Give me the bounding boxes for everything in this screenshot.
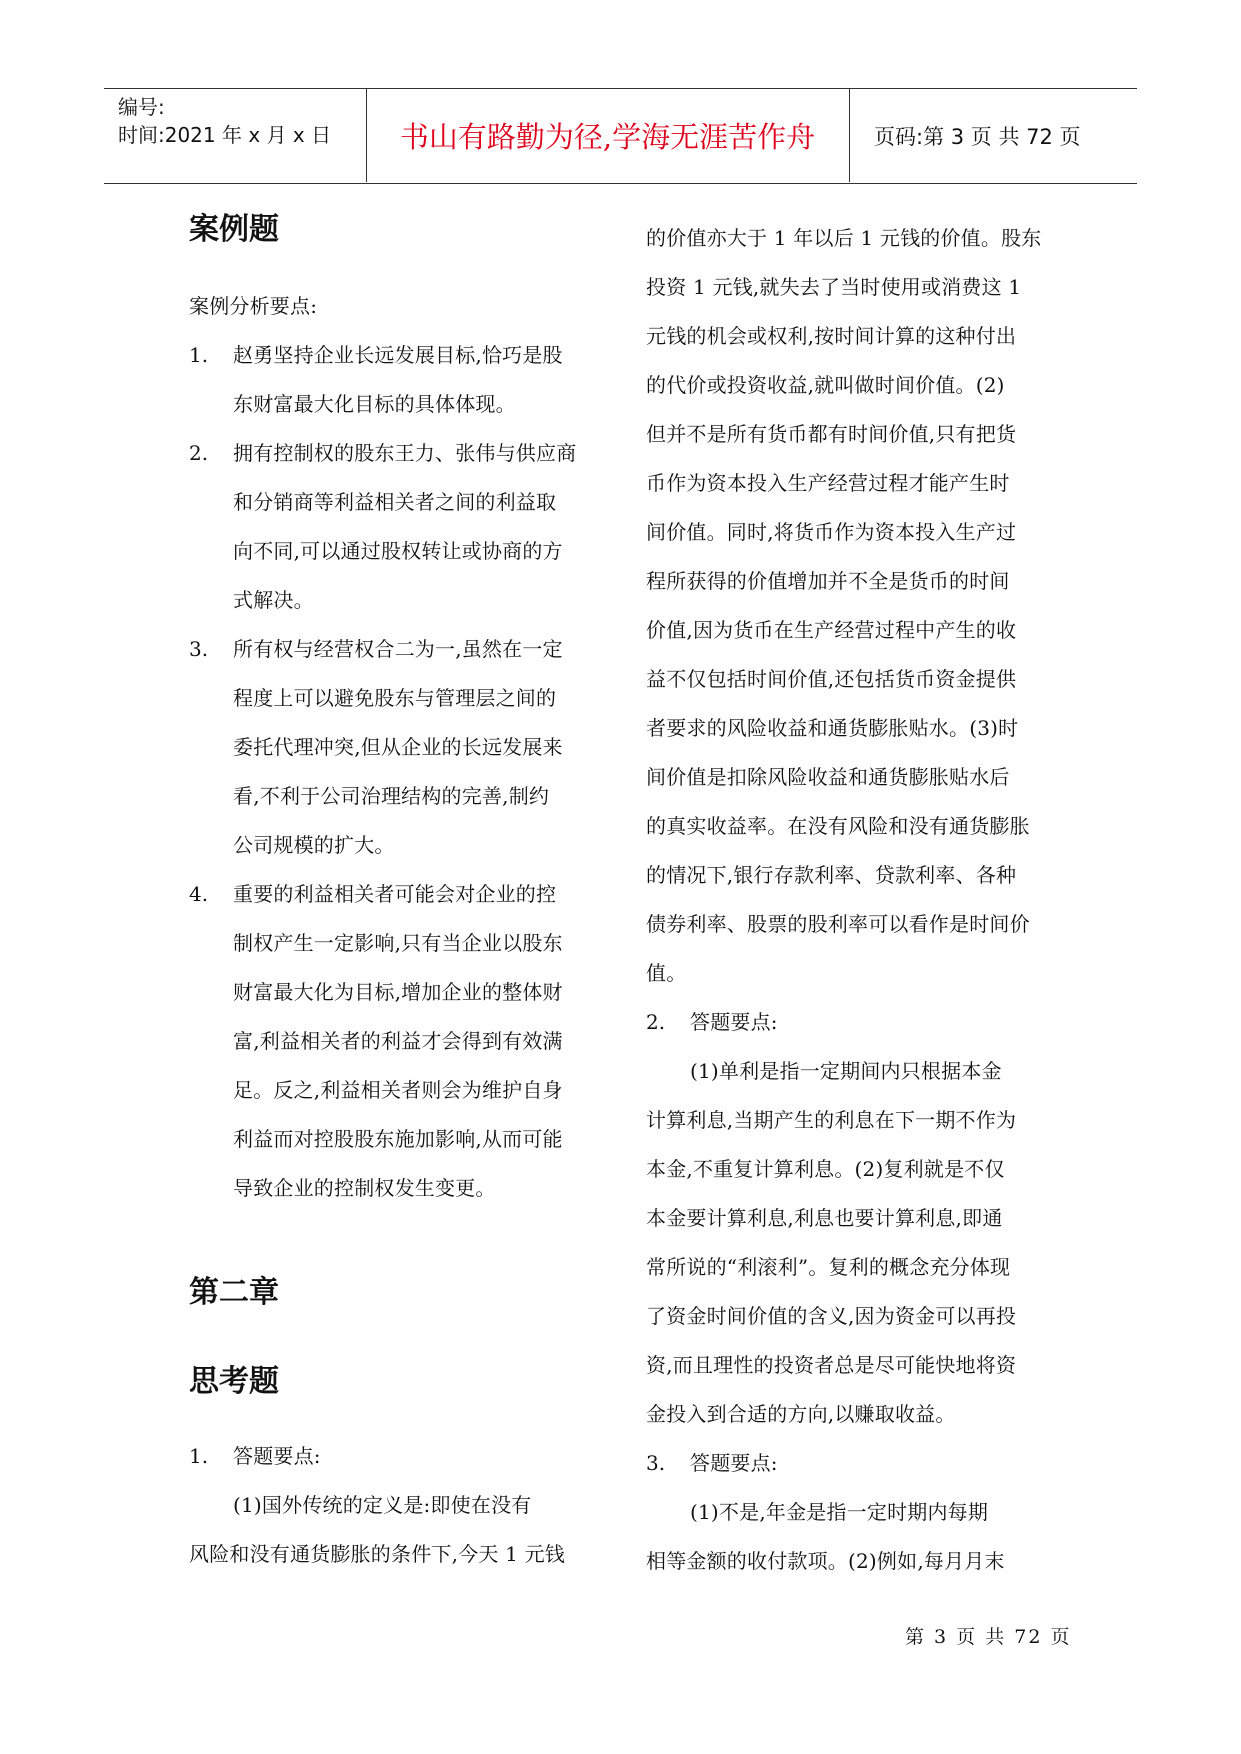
- answer-2-line: 了资金时间价值的含义,因为资金可以再投: [646, 1304, 1017, 1328]
- answer-1-line: 风险和没有通货膨胀的条件下,今天 1 元钱: [189, 1542, 565, 1566]
- answer-2-line: (1)单利是指一定期间内只根据本金: [690, 1059, 1002, 1083]
- answer-2-line: 本金要计算利息,利息也要计算利息,即通: [646, 1206, 1003, 1230]
- case-list-item-line: 公司规模的扩大。: [233, 833, 395, 857]
- answer-3: [646, 1439, 1066, 1488]
- case-list-item: [189, 870, 609, 1213]
- case-list-item-line: 看,不利于公司治理结构的完善,制约: [233, 784, 550, 808]
- answer-1-label: 答题要点:: [233, 1444, 321, 1468]
- chapter-heading: 第二章: [189, 1275, 279, 1310]
- answer-3-label: 答题要点:: [690, 1451, 778, 1475]
- answer-1-continued-line: 的情况下,银行存款利率、贷款利率、各种: [646, 863, 1017, 887]
- case-list-item-line: 重要的利益相关者可能会对企业的控: [233, 882, 557, 906]
- answer-1-continued-line: 但并不是所有货币都有时间价值,只有把货: [646, 422, 1017, 446]
- answer-1-continued-line: 者要求的风险收益和通货膨胀贴水。(3)时: [646, 716, 1019, 740]
- case-list-item-line: 制权产生一定影响,只有当企业以股东: [233, 931, 563, 955]
- case-heading: 案例题: [189, 212, 279, 247]
- case-list-item-line: 赵勇坚持企业长远发展目标,恰巧是股: [233, 343, 563, 367]
- header-time-label: 时间:2021 年 x 月 x 日: [118, 123, 332, 147]
- case-list: [189, 331, 609, 1213]
- answer-3-line: 相等金额的收付款项。(2)例如,每月月末: [646, 1549, 1005, 1573]
- header-page-info: 页码:第 3 页 共 72 页: [874, 124, 1081, 149]
- case-list-item-line: 财富最大化为目标,增加企业的整体财: [233, 980, 563, 1004]
- case-list-item-line: 程度上可以避免股东与管理层之间的: [233, 686, 557, 710]
- answer-1-continued-line: 币作为资本投入生产经营过程才能产生时: [646, 471, 1010, 495]
- answer-1-text: [189, 1481, 609, 1579]
- answer-2-line: 计算利息,当期产生的利息在下一期不作为: [646, 1108, 1017, 1132]
- case-list-item: [189, 331, 609, 429]
- case-list-item-line: 东财富最大化目标的具体体现。: [233, 392, 516, 416]
- answer-3-line: (1)不是,年金是指一定时期内每期: [690, 1500, 989, 1524]
- header-number-label: 编号:: [118, 95, 165, 119]
- answer-2-label: 答题要点:: [690, 1010, 778, 1034]
- answer-3-text: [646, 1488, 1066, 1586]
- left-column: [189, 210, 609, 1579]
- case-list-item-line: 足。反之,利益相关者则会为维护自身: [233, 1078, 563, 1102]
- case-list-item-number: 2.: [189, 441, 209, 465]
- case-list-item-line: 和分销商等利益相关者之间的利益取: [233, 490, 557, 514]
- answer-1-continued-line: 值。: [646, 961, 687, 985]
- header-divider-right: [849, 89, 850, 182]
- answer-1-continued: [646, 214, 1066, 998]
- case-list-item-line: 所有权与经营权合二为一,虽然在一定: [233, 637, 563, 661]
- answer-2-line: 金投入到合适的方向,以赚取收益。: [646, 1402, 956, 1426]
- answer-1-continued-line: 债券利率、股票的股利率可以看作是时间价: [646, 912, 1030, 936]
- case-list-item-line: 拥有控制权的股东王力、张伟与供应商: [233, 441, 577, 465]
- header-motto: 书山有路勤为径,学海无涯苦作舟: [399, 120, 816, 154]
- answer-1-number: 1.: [189, 1444, 209, 1468]
- answer-1-line: (1)国外传统的定义是:即使在没有: [233, 1493, 532, 1517]
- case-list-item: [189, 625, 609, 870]
- case-list-item-line: 富,利益相关者的利益才会得到有效满: [233, 1029, 563, 1053]
- case-list-item-line: 向不同,可以通过股权转让或协商的方: [233, 539, 563, 563]
- right-column: [646, 214, 1066, 1586]
- case-intro: 案例分析要点:: [189, 294, 318, 318]
- case-list-item-number: 3.: [189, 637, 209, 661]
- answer-2-line: 常所说的“利滚利”。复利的概念充分体现: [646, 1255, 1011, 1279]
- answer-1-continued-line: 程所获得的价值增加并不全是货币的时间: [646, 569, 1010, 593]
- case-list-item-line: 导致企业的控制权发生变更。: [233, 1176, 496, 1200]
- answer-1-continued-line: 元钱的机会或权利,按时间计算的这种付出: [646, 324, 1017, 348]
- answer-1-continued-line: 投资 1 元钱,就失去了当时使用或消费这 1: [646, 275, 1022, 299]
- answer-2-line: 本金,不重复计算利息。(2)复利就是不仅: [646, 1157, 1005, 1181]
- answer-2: [646, 998, 1066, 1047]
- answer-1-continued-line: 间价值。同时,将货币作为资本投入生产过: [646, 520, 1017, 544]
- answer-1-continued-line: 间价值是扣除风险收益和通货膨胀贴水后: [646, 765, 1010, 789]
- answer-2-number: 2.: [646, 1010, 666, 1034]
- answer-1-continued-line: 的真实收益率。在没有风险和没有通货膨胀: [646, 814, 1030, 838]
- answer-1-continued-line: 价值,因为货币在生产经营过程中产生的收: [646, 618, 1017, 642]
- case-list-item: [189, 429, 609, 625]
- answer-1-continued-line: 的价值亦大于 1 年以后 1 元钱的价值。股东: [646, 226, 1042, 250]
- answer-1-continued-line: 的代价或投资收益,就叫做时间价值。(2): [646, 373, 1005, 397]
- page-header: [104, 88, 1137, 184]
- think-heading: 思考题: [189, 1364, 279, 1399]
- case-list-item-line: 利益而对控股股东施加影响,从而可能: [233, 1127, 563, 1151]
- answer-3-number: 3.: [646, 1451, 666, 1475]
- answer-2-text: [646, 1047, 1066, 1439]
- answer-2-line: 资,而且理性的投资者总是尽可能快地将资: [646, 1353, 1017, 1377]
- case-list-item-line: 委托代理冲突,但从企业的长远发展来: [233, 735, 563, 759]
- answer-1: [189, 1432, 609, 1481]
- case-list-item-line: 式解决。: [233, 588, 314, 612]
- case-list-item-number: 1.: [189, 343, 209, 367]
- page-footer: 第 3 页 共 72 页: [905, 1626, 1072, 1648]
- answer-1-continued-line: 益不仅包括时间价值,还包括货币资金提供: [646, 667, 1017, 691]
- case-list-item-number: 4.: [189, 882, 209, 906]
